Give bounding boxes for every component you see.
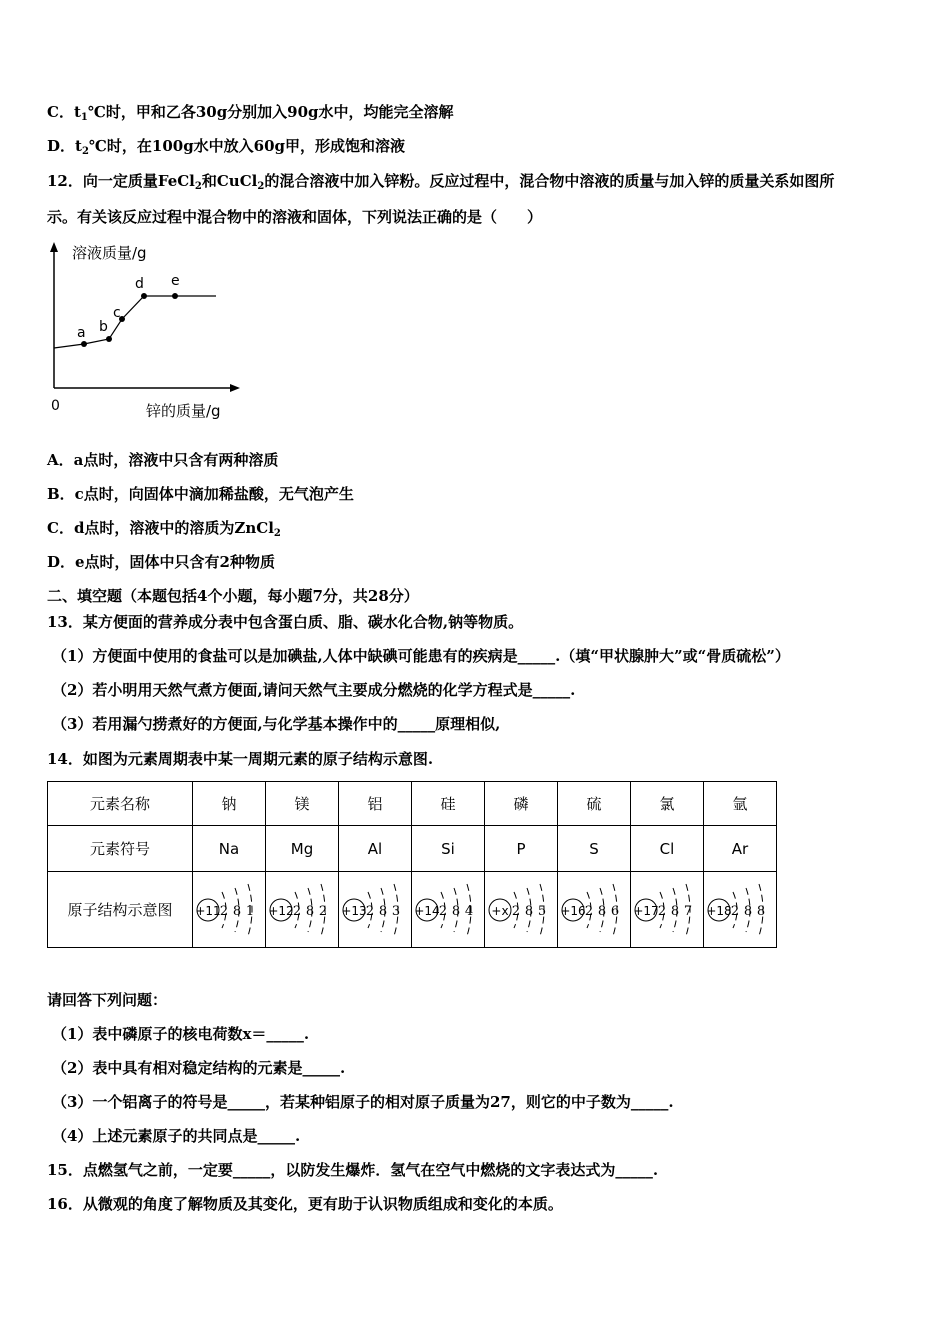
atom-diagram-cell [558, 872, 631, 948]
q13-stem: 13．某方便面的营养成分表中包含蛋白质、脂、碳水化合物,钠等物质。 [47, 613, 524, 631]
nucleus-charge: +13 [341, 903, 367, 918]
nucleus-charge: +17 [633, 903, 659, 918]
shell-electron-count: 4 [464, 903, 474, 919]
atom-structure-diagram [705, 877, 775, 943]
point-d-label: d [135, 276, 144, 292]
shell-electron-count: 8 [597, 903, 607, 919]
atom-diagram-cell [412, 872, 485, 948]
q14-part2: （2）表中具有相对稳定结构的元素是_____. [52, 1059, 346, 1077]
shell-electron-count: 6 [610, 903, 620, 919]
point-a-label: a [77, 325, 86, 341]
element-symbol-cell: Al [339, 826, 412, 872]
nucleus-charge: +18 [706, 903, 732, 918]
shell-electron-count: 8 [232, 903, 242, 919]
nucleus-charge: +11 [195, 903, 221, 918]
q15: 15．点燃氢气之前，一定要_____，以防发生爆炸．氢气在空气中燃烧的文字表达式为_____. [47, 1161, 659, 1179]
element-symbol-cell: Si [412, 826, 485, 872]
q14-part1: （1）表中磷原子的核电荷数x＝_____. [52, 1025, 310, 1043]
atom-diagram-cell [193, 872, 266, 948]
shell-electron-count: 8 [756, 903, 766, 919]
point-e-dot [172, 293, 178, 299]
atom-diagram-cell [631, 872, 704, 948]
shell-electron-count: 2 [511, 903, 521, 919]
q12-stem-line1: 12．向一定质量FeCl$_2$和CuCl$_2$的混合溶液中加入锌粉。反应过程中，混合物中溶液的质量与加入锌的质量关系如图所 [47, 172, 835, 192]
shell-electron-count: 2 [730, 903, 740, 919]
element-name-cell: 磷 [485, 782, 558, 826]
point-a-dot [81, 341, 87, 347]
shell-electron-count: 3 [391, 903, 401, 919]
atom-structure-diagram [413, 877, 483, 943]
point-c-label: c [113, 305, 121, 321]
nucleus-charge: +x [491, 903, 509, 918]
element-name-cell: 硅 [412, 782, 485, 826]
shell-electron-count: 8 [305, 903, 315, 919]
point-b-dot [106, 336, 112, 342]
element-name-cell: 氯 [631, 782, 704, 826]
atom-structure-diagram [486, 877, 556, 943]
graph-xlabel: 锌的质量/g [146, 402, 221, 420]
shell-electron-count: 2 [584, 903, 594, 919]
element-symbol-cell: S [558, 826, 631, 872]
q13-part2: （2）若小明用天然气煮方便面,请问天然气主要成分燃烧的化学方程式是_____. [52, 681, 576, 699]
atom-diagram-cell [339, 872, 412, 948]
x-axis-arrow [230, 384, 240, 392]
element-symbol-cell: Cl [631, 826, 704, 872]
y-axis-arrow [50, 242, 58, 252]
atom-structure-diagram [559, 877, 629, 943]
q13-part3: （3）若用漏勺捞煮好的方便面,与化学基本操作中的_____原理相似, [52, 715, 501, 733]
atom-structure-diagram [194, 877, 264, 943]
shell-electron-count: 1 [245, 903, 255, 919]
shell-electron-count: 8 [524, 903, 534, 919]
atom-structure-diagram [267, 877, 337, 943]
q12-option-c: C．d点时，溶液中的溶质为ZnCl$_2$ [47, 519, 281, 539]
shell-electron-count: 8 [743, 903, 753, 919]
graph-ylabel: 溶液质量/g [72, 244, 147, 262]
atom-diagram-cell [266, 872, 339, 948]
zinc-mass-graph [44, 238, 254, 423]
point-b-label: b [99, 319, 108, 335]
shell-electron-count: 2 [219, 903, 229, 919]
q14-ask: 请回答下列问题： [47, 991, 168, 1009]
periodic-table [47, 781, 777, 948]
element-symbol-cell: Mg [266, 826, 339, 872]
q14-part3: （3）一个铝离子的符号是_____，若某种铝原子的相对原子质量为27，则它的中子数为_____. [52, 1093, 674, 1111]
shell-electron-count: 8 [451, 903, 461, 919]
option-c-prev: C．$t_1℃$时，甲和乙各30g分别加入90g水中，均能完全溶解 [47, 103, 454, 123]
q14-part4: （4）上述元素原子的共同点是_____. [52, 1127, 301, 1145]
q12-option-b: B．c点时，向固体中滴加稀盐酸，无气泡产生 [47, 485, 354, 503]
q12-stem-line2: 示。有关该反应过程中混合物中的溶液和固体，下列说法正确的是（ ） [47, 208, 543, 226]
shell-electron-count: 7 [683, 903, 693, 919]
atom-diagram-cell [704, 872, 777, 948]
graph-origin: 0 [51, 398, 60, 414]
shell-electron-count: 5 [537, 903, 547, 919]
element-name-cell: 硫 [558, 782, 631, 826]
nucleus-charge: +14 [414, 903, 440, 918]
element-name-cell: 铝 [339, 782, 412, 826]
row-label-symbol: 元素符号 [48, 826, 193, 872]
shell-electron-count: 8 [378, 903, 388, 919]
nucleus-charge: +12 [268, 903, 294, 918]
point-e-label: e [171, 273, 180, 289]
q12-option-d: D．e点时，固体中只含有2种物质 [47, 553, 275, 571]
shell-electron-count: 2 [438, 903, 448, 919]
shell-electron-count: 2 [365, 903, 375, 919]
shell-electron-count: 2 [657, 903, 667, 919]
q16: 16．从微观的角度了解物质及其变化，更有助于认识物质组成和变化的本质。 [47, 1195, 563, 1213]
shell-electron-count: 8 [670, 903, 680, 919]
element-name-cell: 钠 [193, 782, 266, 826]
element-name-cell: 氩 [704, 782, 777, 826]
atom-structure-diagram [632, 877, 702, 943]
element-name-cell: 镁 [266, 782, 339, 826]
option-d-prev: D．$t_2℃$时，在100g水中放入60g甲，形成饱和溶液 [47, 137, 406, 157]
shell-electron-count: 2 [292, 903, 302, 919]
row-label-name: 元素名称 [48, 782, 193, 826]
element-symbol-cell: P [485, 826, 558, 872]
element-symbol-cell: Na [193, 826, 266, 872]
q14-stem: 14．如图为元素周期表中某一周期元素的原子结构示意图. [47, 750, 434, 768]
q13-part1: （1）方便面中使用的食盐可以是加碘盐,人体中缺碘可能患有的疾病是_____.（填“甲状腺肿大”或“骨质硫松”） [52, 647, 790, 665]
nucleus-charge: +16 [560, 903, 586, 918]
point-d-dot [141, 293, 147, 299]
q12-option-a: A．a点时，溶液中只含有两种溶质 [47, 451, 279, 469]
section-title: 二、填空题（本题包括4个小题，每小题7分，共28分） [47, 587, 419, 605]
atom-structure-diagram [340, 877, 410, 943]
element-symbol-cell: Ar [704, 826, 777, 872]
row-label-diagram: 原子结构示意图 [48, 872, 193, 948]
shell-electron-count: 2 [318, 903, 328, 919]
atom-diagram-cell [485, 872, 558, 948]
